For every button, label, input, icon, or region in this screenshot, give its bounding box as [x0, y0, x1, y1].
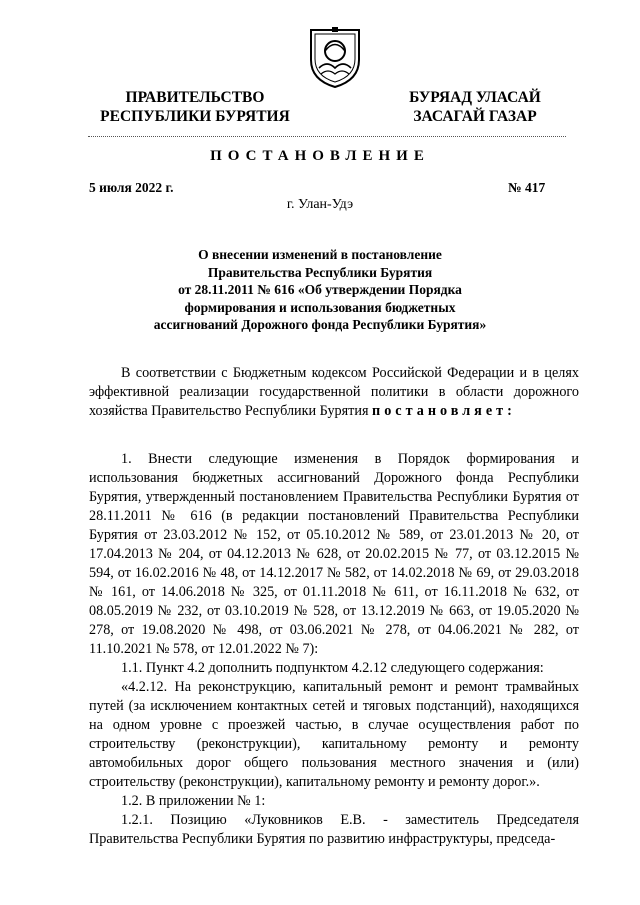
paragraph-1: 1. Внести следующие изменения в Порядок формирования и использования бюджетных ассигнований Дорожного фонда Республики Бурятия, утвержденный постановлением Правительства Республики Бурятия от 28.11.2011 № 616 (в редакции постановлений Правительства Республики Бурятия от 23.03.2012 № 152, от 05.10.2012 № 589, от 23.01.2013 № 20, от 17.04.2013 № 204, от 04.12.2013 № 628, от 20.02.2015 № 77, от 03.12.2015 № 594, от 16.02.2016 № 48, от 14.12.2017 № 582, от 14.02.2018 № 69, от 29.03.2018 № 161, от 14.06.2018 № 325, от 01.11.2018 № 611, от 16.11.2018 № 632, от 08.05.2019 № 232, от 03.10.2019 № 528, от 13.12.2019 № 663, от 19.05.2020 № 278, от 19.08.2020 № 498, от 03.06.2021 № 278, от 04.06.2021 № 282, от 11.10.2021 № 578, от 12.01.2022 № 7):	[89, 451, 579, 657]
header-left-line2: РЕСПУБЛИКИ БУРЯТИЯ	[100, 108, 290, 125]
header-left-line1: ПРАВИТЕЛЬСТВО	[125, 89, 265, 106]
title-line: от 28.11.2011 № 616 «Об утверждении Порядка	[178, 282, 462, 297]
coat-of-arms-emblem	[303, 24, 367, 90]
title-line: О внесении изменений в постановление	[198, 247, 442, 262]
preamble-emphasis: постановляет:	[372, 403, 516, 419]
header-right-line1: БУРЯАД УЛАСАЙ	[409, 89, 541, 106]
preamble-text: В соответствии с Бюджетным кодексом Российской Федерации и в целях эффективной реализации государственной политики в области дорожного хозяйства Правительство Республики Бурятия	[89, 365, 579, 419]
document-title	[120, 246, 520, 334]
paragraph-1-2-1: 1.2.1. Позицию «Луковников Е.В. - заместитель Председателя Правительства Республики Бурятия по развитию инфраструктуры, председа-	[89, 812, 579, 847]
paragraph-quote-4-2-12: «4.2.12. На реконструкцию, капитальный ремонт и ремонт трамвайных путей (за исключением контактных сетей и тяговых подстанций), находящихся на одном уровне с проезжей частью, в случае осуществления работ по строительству (реконструкции), капитальному ремонту и ремонту автомобильных дорог общего пользования местного значения и (или) строительству (реконструкции), капитальному ремонту и ремонту дорог.».	[89, 679, 579, 790]
title-line: Правительства Республики Бурятия	[207, 264, 433, 280]
document-number: № 417	[508, 180, 546, 195]
document-city: г. Улан-Удэ	[286, 197, 354, 212]
government-name-buryat	[385, 88, 565, 126]
header-right-line2: ЗАСАГАЙ ГАЗАР	[413, 108, 537, 125]
main-body	[89, 450, 579, 849]
header-divider	[88, 136, 566, 137]
paragraph-1-2: 1.2. В приложении № 1:	[121, 793, 266, 809]
title-line: формирования и использования бюджетных	[184, 299, 456, 315]
paragraph-1-1: 1.1. Пункт 4.2 дополнить подпунктом 4.2.12 следующего содержания:	[121, 660, 544, 676]
document-type: ПОСТАНОВЛЕНИЕ	[210, 148, 430, 164]
document-date: 5 июля 2022 г.	[89, 180, 174, 195]
preamble	[89, 364, 579, 421]
government-name-russian	[78, 88, 312, 126]
title-line: ассигнований Дорожного фонда Республики Бурятия»	[153, 317, 487, 332]
